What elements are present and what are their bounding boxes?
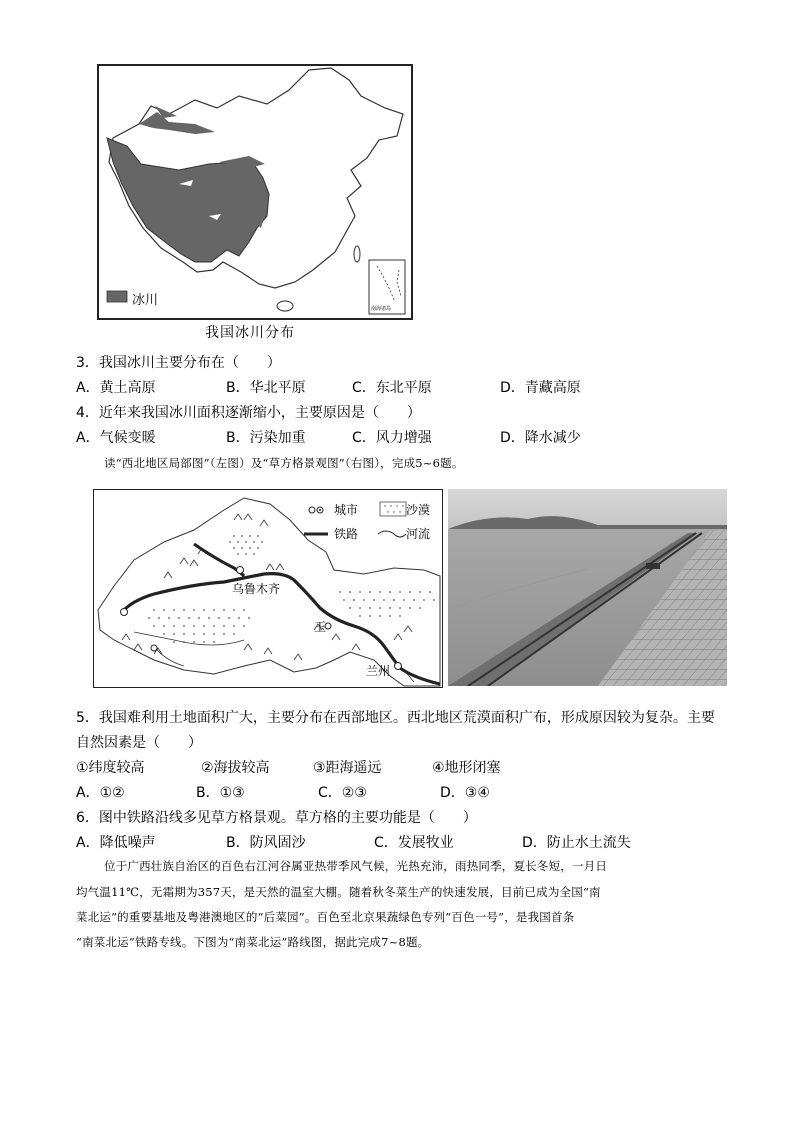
glacier-map-graphic — [99, 66, 411, 318]
city-label-lanzhou: 兰州 — [366, 664, 391, 678]
q5-option-d[interactable]: D．③④ — [440, 785, 490, 801]
q6-stem: 6．图中铁路沿线多见草方格景观。草方格的主要功能是（ ） — [76, 810, 477, 826]
q6-option-b[interactable]: B．防风固沙 — [226, 835, 306, 851]
intro-7-8-line3: 菜北运”的重要基地及粤港澳地区的“后菜园”。百色至北京果蔬绿色专列“百色一号”，是我国首条 — [76, 910, 575, 924]
q3-stem: 3．我国冰川主要分布在（ ） — [76, 355, 281, 371]
legend-railway: 铁路 — [334, 527, 359, 541]
q5-option-c[interactable]: C．②③ — [318, 785, 367, 801]
q4-option-c[interactable]: C．风力增强 — [352, 430, 432, 446]
city-sw-marker — [151, 645, 157, 651]
city-label-yumen: 玉 — [314, 620, 327, 634]
q5-stem-line2: 自然因素是（ ） — [76, 735, 202, 751]
grass-checkerboard-photo — [448, 489, 727, 686]
legend-swatch — [107, 291, 127, 302]
legend-city: 城市 — [334, 503, 359, 517]
intro-7-8-line4: “南菜北运”铁路专线。下图为“南菜北运”路线图，据此完成7~8题。 — [76, 935, 430, 949]
intro-5-6: 读“西北地区局部图”（左图）及“草方格景观图”（右图），完成5~6题。 — [104, 456, 464, 470]
city-west-marker — [121, 609, 128, 616]
q6-option-d[interactable]: D．防止水土流失 — [522, 835, 631, 851]
legend-glacier-label: 冰川 — [132, 293, 159, 308]
city-label-urumqi: 乌鲁木齐 — [232, 582, 281, 596]
intro-7-8-line1: 位于广西壮族自治区的百色右江河谷属亚热带季风气候，光热充沛，雨热同季，夏长冬短，一月日 — [104, 859, 608, 873]
q5-option-a[interactable]: A．①② — [76, 785, 125, 801]
city-urumqi-marker — [237, 567, 244, 574]
intro-7-8-line2: 均气温11℃，无霜期为357天，是天然的温室大棚。随着秋冬菜生产的快速发展，目前已成为全国“南 — [76, 885, 601, 899]
q3-option-c[interactable]: C．东北平原 — [352, 380, 432, 396]
q5-stem-line1: 5．我国难利用土地面积广大，主要分布在西部地区。西北地区荒漠面积广布，形成原因较为复杂。主要 — [76, 710, 715, 726]
q3-option-a[interactable]: A．黄土高原 — [76, 380, 156, 396]
q5-factor-4: ④地形闭塞 — [432, 760, 501, 776]
q4-option-a[interactable]: A．气候变暖 — [76, 430, 156, 446]
q3-option-d[interactable]: D．青藏高原 — [500, 380, 581, 396]
q6-option-a[interactable]: A．降低噪声 — [76, 835, 156, 851]
q5-option-b[interactable]: B．①③ — [196, 785, 245, 801]
northwest-map — [93, 489, 443, 688]
inset-label: 南海诸岛 — [371, 306, 392, 312]
q4-option-b[interactable]: B．污染加重 — [226, 430, 306, 446]
glacier-map — [97, 64, 413, 320]
q4-stem: 4．近年来我国冰川面积逐渐缩小，主要原因是（ ） — [76, 405, 421, 421]
q3-option-b[interactable]: B．华北平原 — [226, 380, 306, 396]
legend-river: 河流 — [406, 527, 431, 541]
q5-factor-3: ③距海遥远 — [313, 760, 382, 776]
city-lanzhou-marker — [395, 663, 402, 670]
q5-factor-2: ②海拔较高 — [201, 760, 270, 776]
map1-caption: 我国冰川分布 — [205, 325, 295, 341]
legend-desert: 沙漠 — [406, 503, 431, 517]
q6-option-c[interactable]: C．发展牧业 — [374, 835, 454, 851]
q5-factor-1: ①纬度较高 — [76, 760, 145, 776]
q4-option-d[interactable]: D．降水减少 — [500, 430, 581, 446]
